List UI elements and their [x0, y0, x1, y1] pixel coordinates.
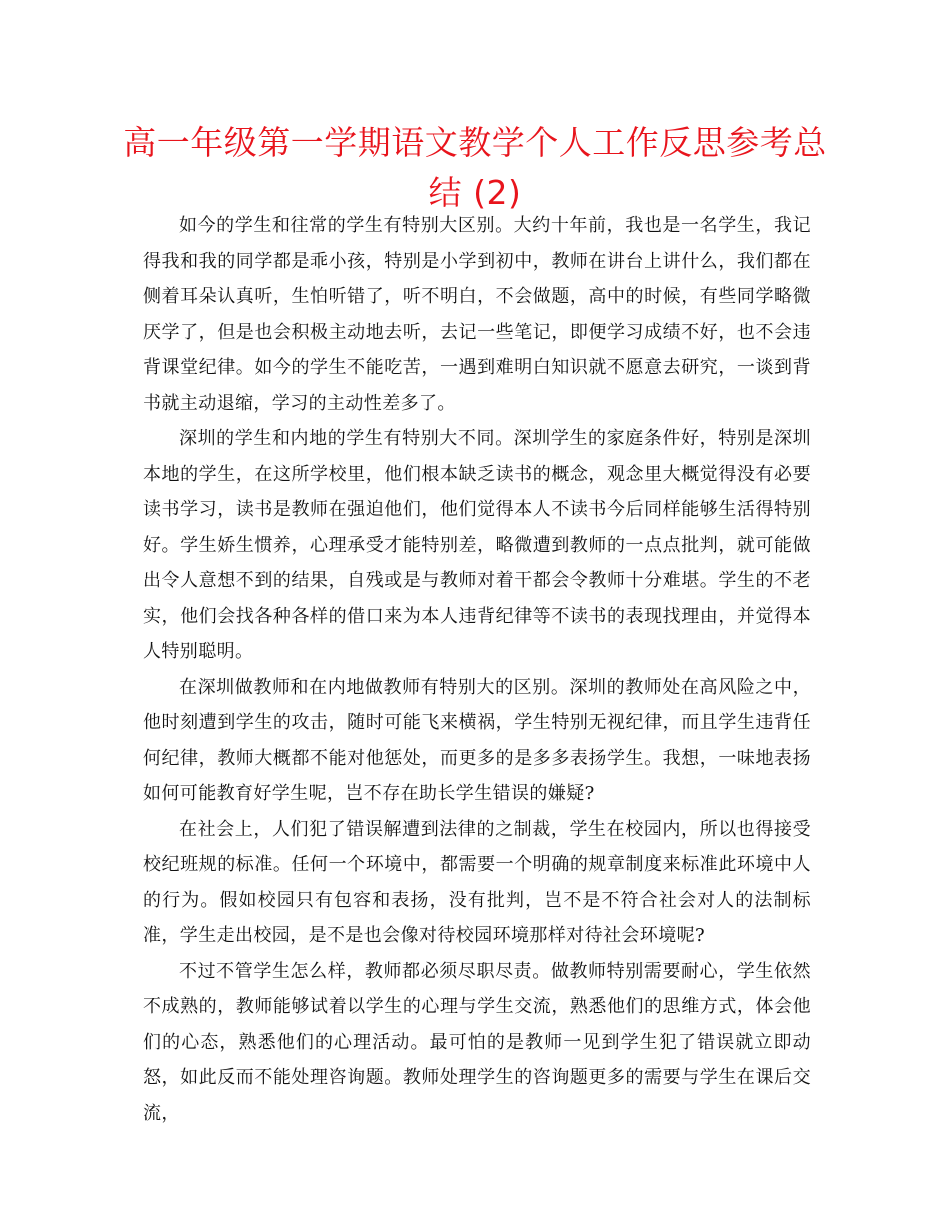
paragraph-2: 深圳的学生和内地的学生有特别大不同。深圳学生的家庭条件好，特别是深圳本地的学生，在这所学校里，他们根本缺乏读书的概念，观念里大概觉得没有必要读书学习，读书是教师在强迫他们，他们觉得本人不读书今后同样能够生活得特别好。学生娇生惯养，心理承受才能特别差，略微遭到教师的一点点批判，就可能做出令人意想不到的结果，自残或是与教师对着干都会令教师十分难堪。学生的不老实，他们会找各种各样的借口来为本人违背纪律等不读书的表现找理由，并觉得本人特别聪明。	[143, 428, 811, 662]
paragraph-3: 在深圳做教师和在内地做教师有特别大的区别。深圳的教师处在高风险之中，他时刻遭到学生的攻击，随时可能飞来横祸，学生特别无视纪律，而且学生违背任何纪律，教师大概都不能对他惩处，而更多的是多多表扬学生。我想，一味地表扬如何可能教育好学生呢，岂不存在助长学生错误的嫌疑?	[143, 676, 811, 804]
paragraph-4: 在社会上，人们犯了错误解遭到法律的之制裁，学生在校园内，所以也得接受校纪班规的标准。任何一个环境中，都需要一个明确的规章制度来标准此环境中人的行为。假如校园只有包容和表扬，没有批判，岂不是不符合社会对人的法制标准，学生走出校园，是不是也会像对待校园环境那样对待社会环境呢?	[143, 818, 811, 946]
paragraph-5: 不过不管学生怎么样，教师都必须尽职尽责。做教师特别需要耐心，学生依然不成熟的，教师能够试着以学生的心理与学生交流，熟悉他们的思维方式，体会他们的心态，熟悉他们的心理活动。最可怕的是教师一见到学生犯了错误就立即动怒，如此反而不能处理咨询题。教师处理学生的咨询题更多的需要与学生在课后交流，	[143, 960, 811, 1124]
document-body	[143, 208, 811, 1131]
document-title: 高一年级第一学期语文教学个人工作反思参考总结 (2)	[123, 123, 827, 212]
paragraph-1: 如今的学生和往常的学生有特别大区别。大约十年前，我也是一名学生，我记得我和我的同学都是乖小孩，特别是小学到初中，教师在讲台上讲什么，我们都在侧着耳朵认真听，生怕听错了，听不明白，不会做题，高中的时候，有些同学略微厌学了，但是也会积极主动地去听，去记一些笔记，即便学习成绩不好，也不会违背课堂纪律。如今的学生不能吃苦，一遇到难明白知识就不愿意去研究，一谈到背书就主动退缩，学习的主动性差多了。	[143, 215, 811, 414]
